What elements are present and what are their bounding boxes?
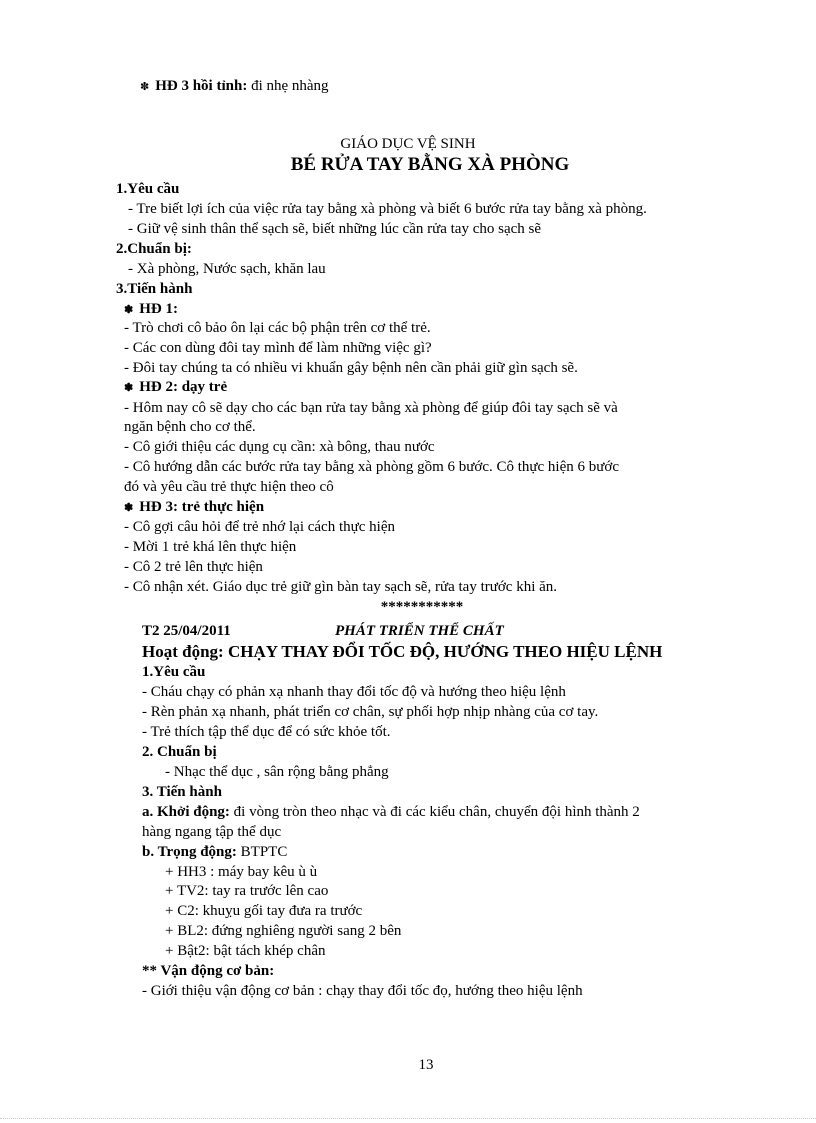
sec2-date: T2 25/04/2011 (142, 623, 231, 639)
hd3-line: - Cô gợi câu hỏi để trẻ nhớ lại cách thực hiện (124, 519, 395, 535)
hd3-relax-line (140, 76, 329, 97)
sec2-req-line: - Trẻ thích tập thể dục để có sức khỏe tốt. (142, 724, 391, 740)
sec1-subject: GIÁO DỤC VỆ SINH (340, 136, 476, 152)
exercise-item: + Bật2: bật tách khép chân (165, 943, 326, 959)
flower-bullet-icon: ✽ (140, 81, 150, 93)
main-line (142, 842, 287, 862)
hd2-line: đó và yêu cầu trẻ thực hiện theo cô (124, 479, 334, 495)
warmup-label: a. Khởi động: (142, 804, 230, 820)
exercise-item: + TV2: tay ra trước lên cao (165, 883, 329, 899)
sec2-prep-line: - Nhạc thể dục , sân rộng bằng phẳng (165, 764, 389, 780)
sec2-req-line: - Cháu chạy có phản xạ nhanh thay đổi tốc độ và hướng theo hiệu lệnh (142, 684, 566, 700)
hd1-line: - Các con dùng đôi tay mình để làm những việc gì? (124, 340, 432, 356)
basic-line: - Giới thiệu vận động cơ bản : chạy thay đổi tốc đọ, hướng theo hiệu lệnh (142, 983, 583, 999)
hd3-line: - Cô nhận xét. Giáo dục trẻ giữ gìn bàn tay sạch sẽ, rửa tay trước khi ăn. (124, 579, 558, 595)
hd1-label: HĐ 1: (139, 301, 178, 317)
sec1-prep-heading: 2.Chuẩn bị: (116, 241, 192, 257)
sec2-prep-heading: 2. Chuẩn bị (142, 744, 217, 760)
hd2-line: - Cô hướng dẫn các bước rửa tay bằng xà phòng gồm 6 bước. Cô thực hiện 6 bước (124, 459, 619, 475)
hd2-heading (124, 377, 227, 398)
sec1-req-line: - Giữ vệ sinh thân thể sạch sẽ, biết những lúc cần rửa tay cho sạch sẽ (128, 221, 542, 237)
hd3-relax-label: HĐ 3 hồi tỉnh: (155, 78, 248, 94)
sec1-title: BÉ RỬA TAY BẰNG XÀ PHÒNG (290, 154, 570, 175)
sec2-req-line: - Rèn phản xạ nhanh, phát triển cơ chân, sự phối hợp nhịp nhàng của cơ tay. (142, 704, 599, 720)
hd3-line: - Cô 2 trẻ lên thực hiện (124, 559, 263, 575)
main-text: BTPTC (240, 844, 288, 860)
exercise-item: + BL2: đứng nghiêng người sang 2 bên (165, 923, 402, 939)
activity-title: CHẠY THAY ĐỔI TỐC ĐỘ, HƯỚNG THEO HIỆU LỆNH (227, 642, 663, 661)
page-number: 13 (418, 1057, 434, 1073)
warmup-cont: hàng ngang tập thể dục (142, 824, 282, 840)
hd1-line: - Trò chơi cô bảo ôn lại các bộ phận trên cơ thể trẻ. (124, 320, 431, 336)
hd3-heading (124, 497, 264, 518)
activity-label: Hoạt động: (142, 642, 224, 661)
hd2-line: - Hôm nay cô sẽ dạy cho các bạn rửa tay bằng xà phòng để giúp đôi tay sạch sẽ và (124, 400, 618, 416)
page-bottom-border (0, 1118, 816, 1119)
separator: *********** (380, 599, 464, 615)
basic-heading: ** Vận động cơ bản: (142, 963, 275, 979)
sec2-activity (142, 641, 662, 663)
flower-bullet-icon: ✽ (124, 304, 134, 316)
exercise-item: + HH3 : máy bay kêu ù ù (165, 864, 318, 880)
hd2-line: ngăn bệnh cho cơ thể. (124, 419, 256, 435)
sec2-subject: PHÁT TRIỂN THỂ CHẤT (335, 623, 504, 639)
hd2-label: HĐ 2: dạy trẻ (139, 379, 228, 395)
hd3-label: HĐ 3: trẻ thực hiện (139, 499, 265, 515)
hd3-line: - Mời 1 trẻ khá lên thực hiện (124, 539, 297, 555)
warmup-line (142, 802, 640, 822)
sec2-req-heading: 1.Yêu cầu (142, 664, 206, 680)
main-label: b. Trọng động: (142, 844, 237, 860)
sec1-prep-line: - Xà phòng, Nước sạch, khăn lau (128, 261, 326, 277)
warmup-text: đi vòng tròn theo nhạc và đi các kiểu chân, chuyển đội hình thành 2 (233, 804, 640, 820)
exercise-item: + C2: khuỵu gối tay đưa ra trước (165, 903, 363, 919)
flower-bullet-icon: ✽ (124, 502, 134, 514)
hd2-line: - Cô giới thiệu các dụng cụ cần: xà bông, thau nước (124, 439, 435, 455)
flower-bullet-icon: ✽ (124, 382, 134, 394)
hd1-line: - Đôi tay chúng ta có nhiều vi khuẩn gây bệnh nên cần phải giữ gìn sạch sẽ. (124, 360, 578, 376)
sec1-req-line: - Tre biết lợi ích của việc rửa tay bằng xà phòng và biết 6 bước rửa tay bằng xà phòng. (128, 201, 647, 217)
sec1-req-heading: 1.Yêu cầu (116, 181, 180, 197)
sec2-proc-heading: 3. Tiến hành (142, 784, 222, 800)
sec1-proc-heading: 3.Tiến hành (116, 281, 193, 297)
hd1-heading (124, 299, 178, 320)
hd3-relax-text: đi nhẹ nhàng (251, 78, 329, 94)
